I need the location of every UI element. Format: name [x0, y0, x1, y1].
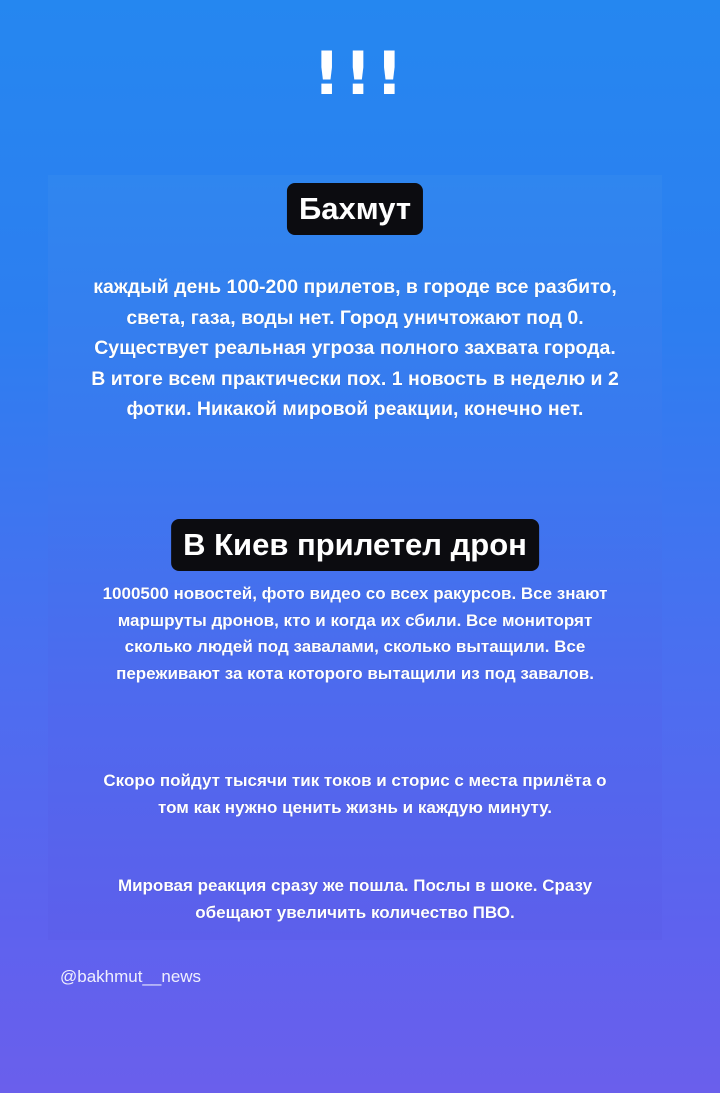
exclamation-marks: !!! [312, 39, 408, 109]
heading-kyiv-drone: В Киев прилетел дрон [171, 519, 539, 571]
paragraph-news-coverage: 1000500 новостей, фото видео со всех ракурсов. Все знают маршруты дронов, кто и когда их сбили. Все мониторят сколько людей под завалами, сколько вытащили. Все переживают за кота которого вытащили из под завалов. [102, 584, 608, 683]
story-card [48, 175, 662, 940]
paragraph-bakhmut: каждый день 100-200 прилетов, в городе все разбито, света, газа, воды нет. Город уничтожают под 0. Существует реальная угроза полного захвата города. В итоге всем практически пох. 1 новость в неделю и 2 фотки. Никакой мировой реакции, конечно нет. [91, 276, 619, 420]
account-handle[interactable]: @bakhmut__news [60, 967, 202, 986]
paragraph-tiktok: Скоро пойдут тысячи тик токов и сторис с места прилёта о том как нужно ценить жизнь и каждую минуту. [103, 771, 607, 817]
heading-bakhmut: Бахмут [287, 183, 423, 235]
paragraph-world-reaction: Мировая реакция сразу же пошла. Послы в шоке. Сразу обещают увеличить количество ПВО. [117, 876, 593, 922]
